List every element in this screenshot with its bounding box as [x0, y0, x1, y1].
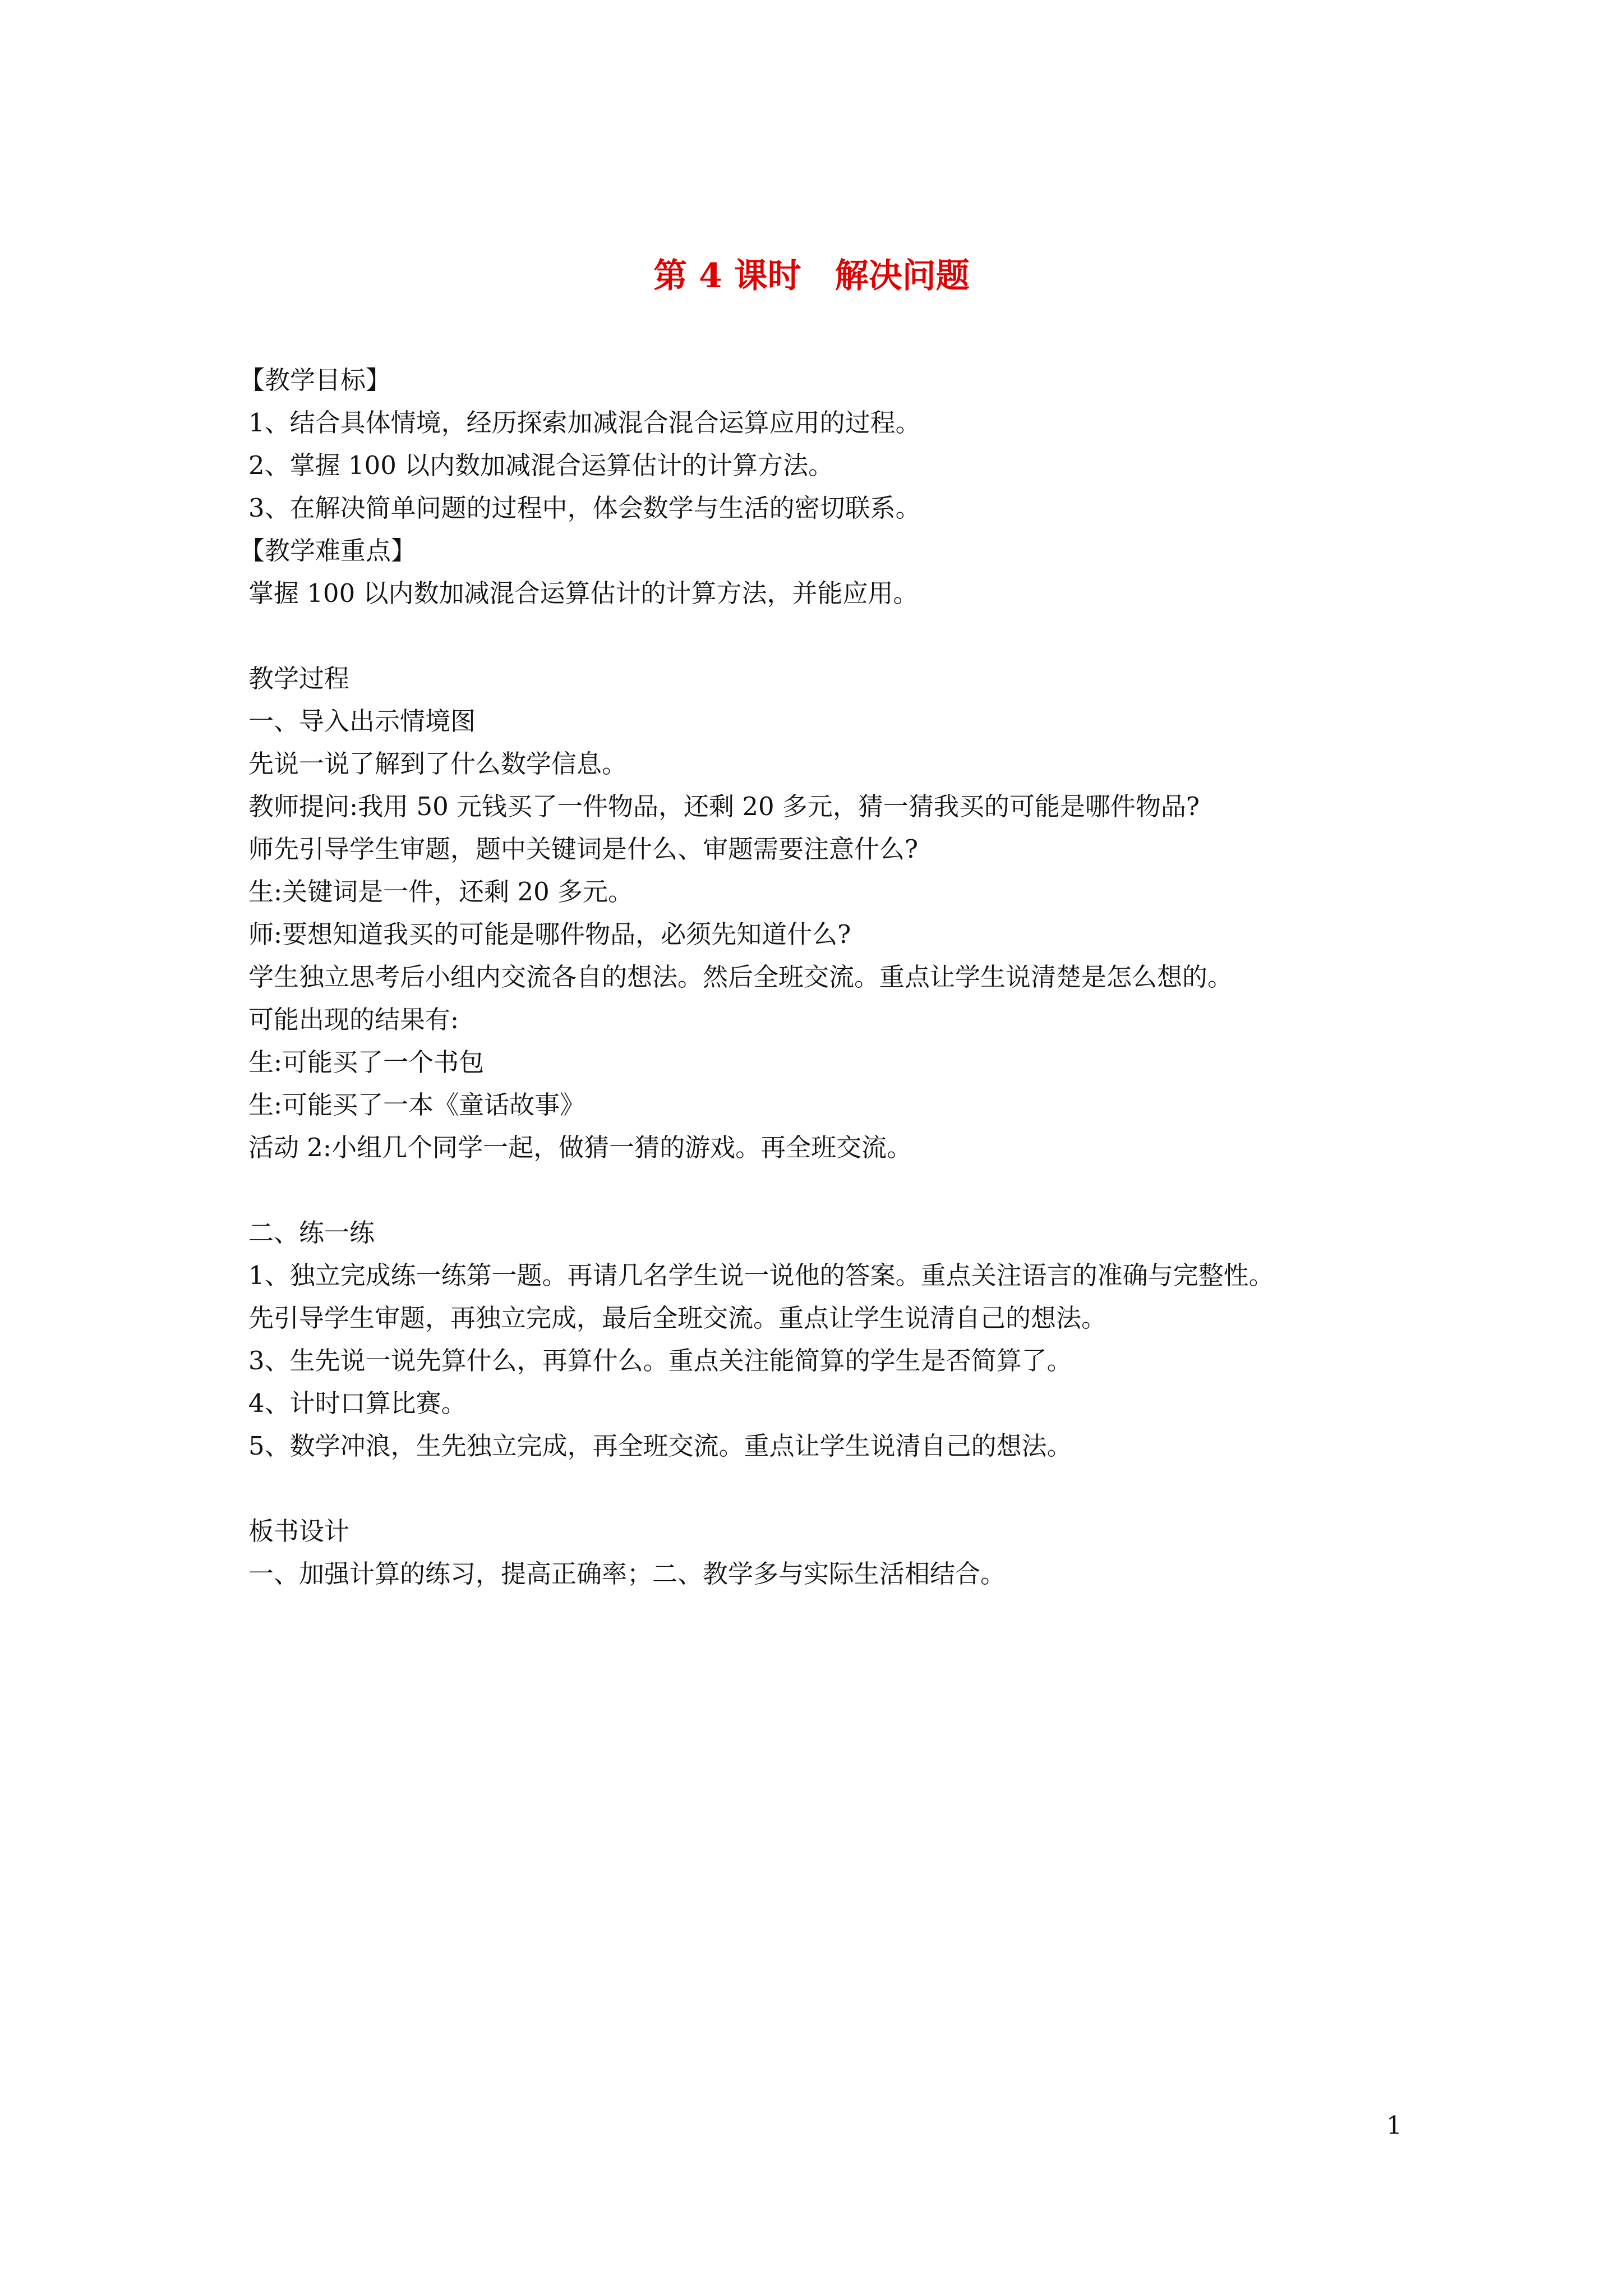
practice-line: 先引导学生审题，再独立完成，最后全班交流。重点让学生说清自己的想法。 — [248, 1303, 1107, 1333]
practice-line: 1、独立完成练一练第一题。再请几名学生说一说他的答案。重点关注语言的准确与完整性。 — [248, 1260, 1274, 1290]
process-line: 师先引导学生审题，题中关键词是什么、审题需要注意什么? — [248, 834, 919, 864]
process-line: 先说一说了解到了什么数学信息。 — [248, 749, 628, 779]
process-line: 生:可能买了一本《童话故事》 — [248, 1090, 585, 1120]
blank-line — [248, 1169, 1482, 1212]
process-line: 活动 2:小组几个同学一起，做猜一猜的游戏。再全班交流。 — [248, 1133, 912, 1162]
board-heading: 板书设计 — [248, 1516, 350, 1546]
process-line: 师:要想知道我买的可能是哪件物品，必须先知道什么? — [248, 919, 851, 949]
blank-line — [248, 1467, 1482, 1510]
document-body — [239, 359, 1482, 1595]
board-line: 一、加强计算的练习，提高正确率；二、教学多与实际生活相结合。 — [248, 1559, 1006, 1589]
practice-line: 5、数学冲浪，生先独立完成，再全班交流。重点让学生说清自己的想法。 — [248, 1431, 1072, 1461]
page-number: 1 — [1386, 2111, 1402, 2140]
process-line: 学生独立思考后小组内交流各自的想法。然后全班交流。重点让学生说清楚是怎么想的。 — [248, 962, 1233, 992]
objective-item: 2、掌握 100 以内数加减混合运算估计的计算方法。 — [248, 450, 834, 480]
process-line: 一、导入出示情境图 — [248, 706, 476, 736]
practice-heading: 二、练一练 — [248, 1218, 375, 1248]
process-heading: 教学过程 — [248, 664, 350, 693]
practice-line: 4、计时口算比赛。 — [248, 1388, 467, 1418]
objective-item: 1、结合具体情境，经历探索加减混合混合运算应用的过程。 — [248, 408, 921, 438]
keypoint-item: 掌握 100 以内数加减混合运算估计的计算方法，并能应用。 — [248, 578, 919, 608]
blank-line — [248, 615, 1482, 657]
page-title: 第 4 课时 解决问题 — [653, 256, 970, 296]
objective-item: 3、在解决简单问题的过程中，体会数学与生活的密切联系。 — [248, 493, 921, 523]
keypoints-heading: 【教学难重点】 — [239, 536, 417, 565]
objectives-heading: 【教学目标】 — [239, 365, 391, 395]
process-line: 可能出现的结果有: — [248, 1005, 459, 1034]
practice-line: 3、生先说一说先算什么，再算什么。重点关注能简算的学生是否简算了。 — [248, 1346, 1072, 1375]
process-line: 生:可能买了一个书包 — [248, 1047, 485, 1077]
process-line: 生:关键词是一件，还剩 20 多元。 — [248, 877, 634, 907]
process-line: 教师提问:我用 50 元钱买了一件物品，还剩 20 多元，猜一猜我买的可能是哪件物品? — [248, 792, 1200, 821]
